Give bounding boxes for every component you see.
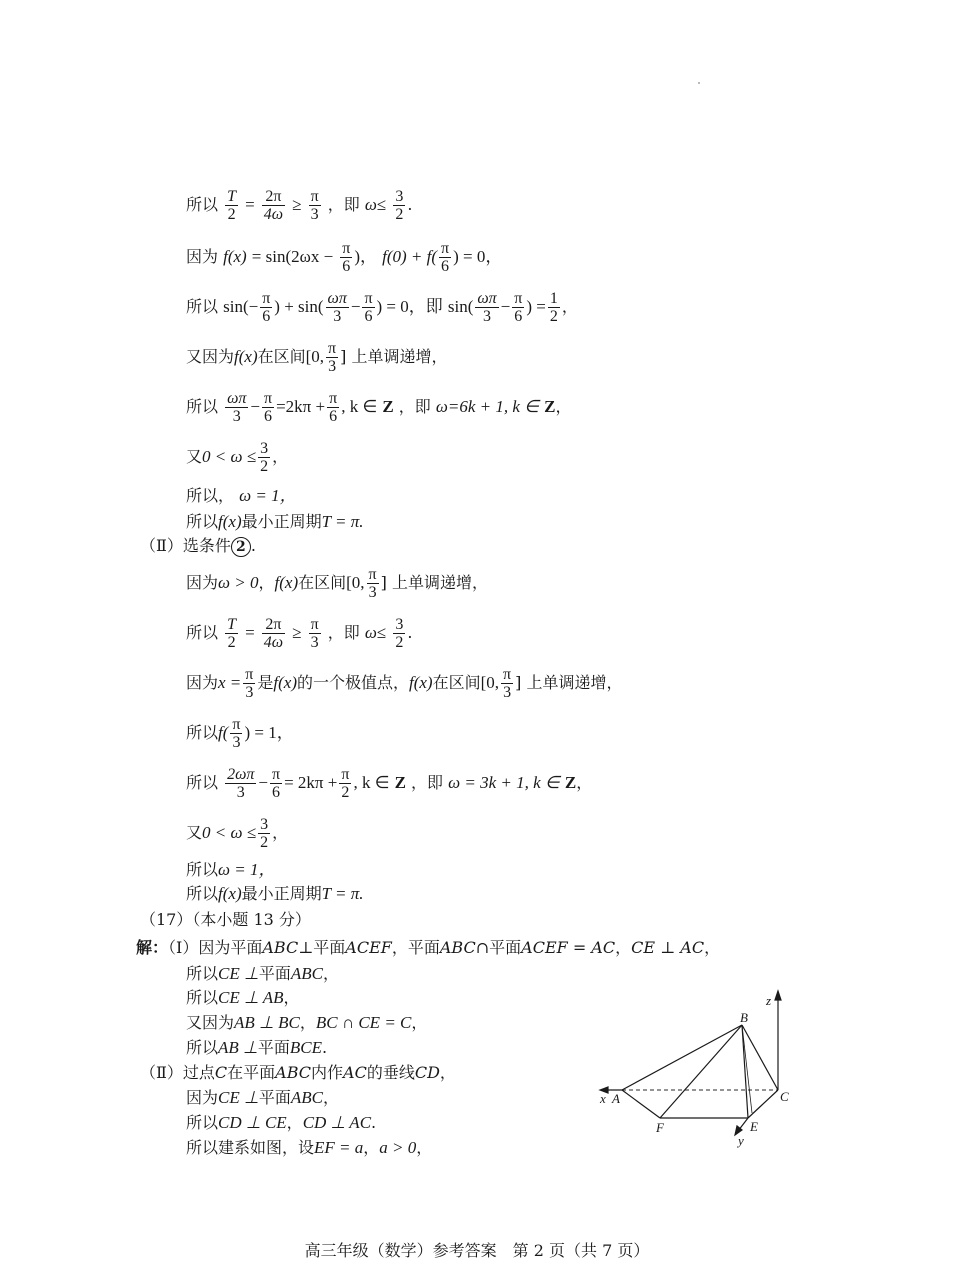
line-omega-general: 所以 $\frac{\omega\pi}{3}$ − $\frac{\pi}{6}$ =2kπ + $\frac{\pi}{6}$ , k ∈ Z ，即 ω=6k + 1, k ∈ Z， bbox=[186, 390, 572, 425]
line-cond2-monotone: 因为ω > 0，f(x)在区间[0, $\frac{\pi}{3}$ ] 上单调递增， bbox=[186, 566, 488, 601]
line-f-at-pi3: 所以f( $\frac{\pi}{3}$ ) = 1， bbox=[186, 716, 294, 751]
line-cond2-omega-value: 所以ω = 1， bbox=[186, 860, 276, 879]
line-s5: 所以AB ⊥平面BCE. bbox=[186, 1038, 328, 1057]
line-monotone: 又因为f(x)在区间[0, $\frac{\pi}{3}$ ] 上单调递增， bbox=[186, 340, 448, 375]
scan-speck bbox=[698, 82, 700, 84]
edge-bf bbox=[660, 1025, 742, 1118]
label-f: F bbox=[656, 1120, 664, 1135]
line-cond2-omega-range: 又0 < ω ≤ $\frac{3}{2}$ ， bbox=[186, 816, 289, 851]
question-17-heading: （17）（本小题 13 分） bbox=[140, 910, 311, 929]
line-s2: 所以CE ⊥平面ABC， bbox=[186, 964, 339, 983]
line-s3: 所以CE ⊥ AB， bbox=[186, 988, 300, 1007]
label-c: C bbox=[780, 1089, 789, 1104]
z-axis-arrow bbox=[775, 991, 781, 1000]
line-function-def: 因为 f(x) = sin(2ωx − $\frac{\pi}{6}$ )， f(0) + f( $\frac{\pi}{6}$ ) = 0， bbox=[186, 240, 503, 275]
part2-heading: （Ⅱ）选条件 2 . bbox=[140, 536, 256, 555]
geometry-figure bbox=[590, 985, 810, 1150]
label-a: A bbox=[612, 1091, 620, 1106]
label-b: B bbox=[740, 1010, 748, 1025]
line-s8: 所以CD ⊥ CE，CD ⊥ AC. bbox=[186, 1113, 377, 1132]
edge-ab bbox=[622, 1025, 742, 1090]
line-omega-range: 又0 < ω ≤ $\frac{3}{2}$ ， bbox=[186, 440, 289, 475]
line-cond2-omega-general: 所以 $\frac{2\omega\pi}{3}$ − $\frac{\pi}{6}$ = 2kπ + $\frac{\pi}{2}$ , k ∈ Z ，即 ω = 3k + 1, k ∈ Z， bbox=[186, 766, 593, 801]
line-s7: 因为CE ⊥平面ABC， bbox=[186, 1088, 339, 1107]
line-s9: 所以建系如图，设EF = a，a > 0， bbox=[186, 1138, 433, 1157]
label-x: x bbox=[600, 1091, 606, 1106]
edge-af bbox=[622, 1090, 660, 1118]
line-sine-sum: 所以 sin(− $\frac{\pi}{6}$ ) + sin( $\frac{\omega\pi}{3}$ − $\frac{\pi}{6}$ ) = 0，即 sin( $\frac{\omega\pi}{3}$ − $\frac{\pi}{6}$ ) = $\frac{1}{2}$ ， bbox=[186, 290, 578, 325]
label-y: y bbox=[738, 1133, 744, 1148]
line-cond2-min-period: 所以f(x)最小正周期T = π. bbox=[186, 884, 364, 903]
line-period-bound: 所以 $\frac{T}{2}$ = $\frac{2\pi}{4\omega}$ ≥ $\frac{\pi}{3}$ ，即 ω≤ $\frac{3}{2}$ . bbox=[186, 188, 413, 223]
line-extremum: 因为x = $\frac{\pi}{3}$ 是f(x)的一个极值点，f(x)在区间[0, $\frac{\pi}{3}$ ] 上单调递增， bbox=[186, 666, 623, 701]
line-cond2-period-bound: 所以 $\frac{T}{2}$ = $\frac{2\pi}{4\omega}$ ≥ $\frac{\pi}{3}$ ，即 ω≤ $\frac{3}{2}$ . bbox=[186, 616, 413, 651]
label-e: E bbox=[750, 1119, 758, 1134]
line-omega-value: 所以， ω = 1， bbox=[186, 486, 297, 505]
page-footer: 高三年级（数学）参考答案 第 2 页（共 7 页） bbox=[304, 1241, 650, 1260]
edge-bc bbox=[742, 1025, 778, 1090]
edge-ec bbox=[748, 1090, 778, 1118]
line-s4: 又因为AB ⊥ BC，BC ∩ CE = C， bbox=[186, 1013, 428, 1032]
line-s6: （Ⅱ）过点C在平面ABC内作AC的垂线CD， bbox=[140, 1063, 456, 1082]
line-min-period: 所以f(x)最小正周期T = π. bbox=[186, 512, 364, 531]
line-sol-part1: 解：（Ⅰ）因为平面ABC⊥平面ACEF，平面ABC∩平面ACEF = AC，CE ⊥ AC， bbox=[136, 938, 721, 957]
label-z: z bbox=[766, 993, 772, 1008]
